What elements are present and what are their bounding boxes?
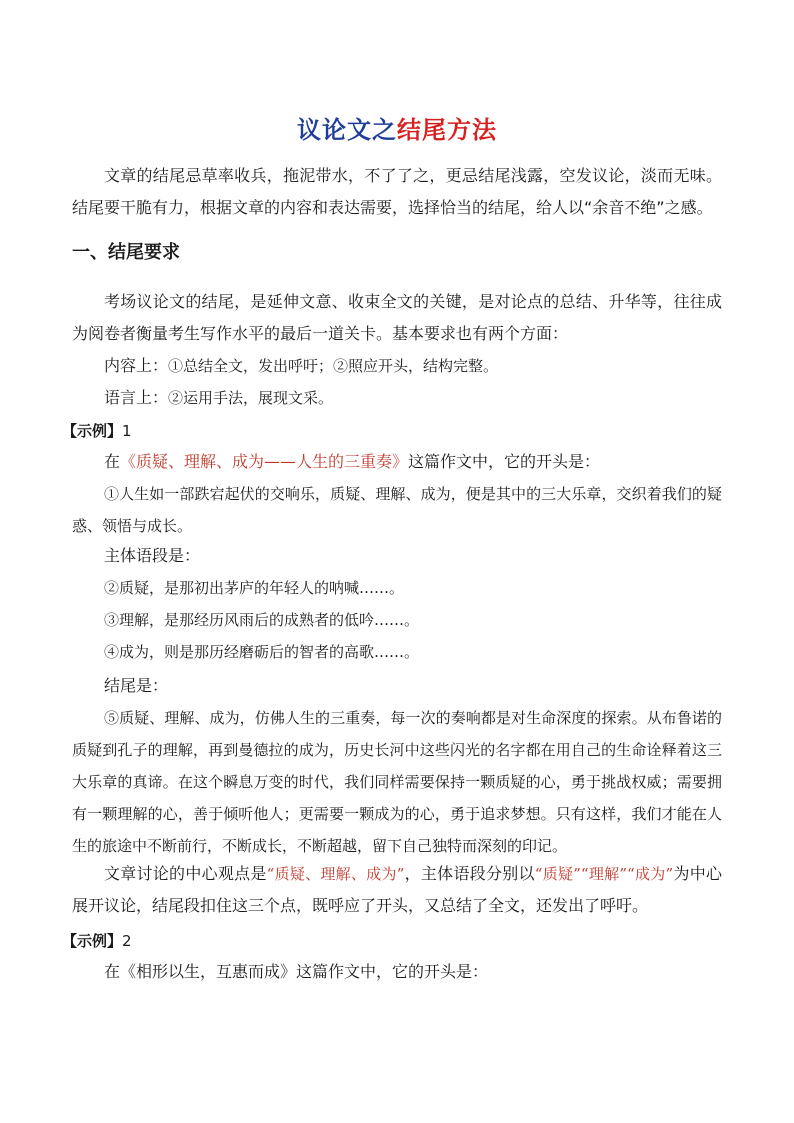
requirements-paragraph: 考场议论文的结尾，是延伸文意、收束全文的关键，是对论点的总结、升华等，往往成为阅卷者衡量考生写作水平的最后一道关卡。基本要求也有两个方面： [72,292,722,343]
page-title [0,114,794,146]
example-2-intro: 在《相形以生，互惠而成》这篇作文中，它的开头是： [104,962,489,981]
language-text: ②运用手法，展现文采。 [168,389,334,407]
body-line-1: ②质疑，是那初出茅庐的年轻人的呐喊……。 [104,579,405,597]
example-1-ending: ⑤质疑、理解、成为，仿佛人生的三重奏，每一次的奏响都是对生命深度的探索。从布鲁诺的质疑到孔子的理解，再到曼德拉的成为，历史长河中这些闪光的名字都在用自己的生命诠释着这三大乐章的真谛。在这个瞬息万变的时代，我们同样需要保持一颗质疑的心，勇于挑战权威；需要拥有一颗理解的心，善于倾听他人；更需要一颗成为的心，勇于追求梦想。只有这样，我们才能在人生的旅途中不断前行，不断成长，不断超越，留下自己独特而深刻的印记。 [72,709,722,855]
example-1-intro: 在《质疑、理解、成为——人生的三重奏》这篇作文中，它的开头是： [104,452,601,471]
content-requirement [72,350,722,382]
body-line-2: ③理解，是那经历风雨后的成熟者的低吟……。 [104,611,420,629]
example-2-label: 【示例】2 [62,932,132,950]
content-text: ①总结全文，发出呼吁；②照应开头，结构完整。 [168,357,499,375]
example-1-opening: ①人生如一部跌宕起伏的交响乐，质疑、理解、成为，便是其中的三大乐章，交织着我们的疑惑、领悟与成长。 [72,485,722,535]
ending-label: 结尾是： [104,676,169,695]
content-label: 内容上： [104,356,169,375]
title-part-1: 议论文之 [297,116,397,144]
example-1-label: 【示例】1 [62,422,132,440]
body-line-3: ④成为，则是那历经磨砺后的智者的高歌……。 [104,643,420,661]
essay-title: 《质疑、理解、成为——人生的三重奏》 [120,452,409,471]
language-label: 语言上： [104,388,169,407]
title-part-2: 结尾方法 [397,116,497,144]
example-1-analysis: 文章讨论的中心观点是“质疑、理解、成为”，主体语段分别以“质疑”“理解”“成为”为中心展开议论，结尾段扣住这三个点，既呼应了开头，又总结了全文，还发出了呼吁。 [72,864,722,915]
body-label: 主体语段是： [104,546,201,565]
intro-paragraph: 文章的结尾忌草率收兵，拖泥带水，不了了之，更忌结尾浅露，空发议论，淡而无味。结尾要干脆有力，根据文章的内容和表达需要，选择恰当的结尾，给人以“余音不绝”之感。 [72,166,722,217]
language-requirement [72,382,722,414]
section-heading: 一、结尾要求 [72,242,180,263]
